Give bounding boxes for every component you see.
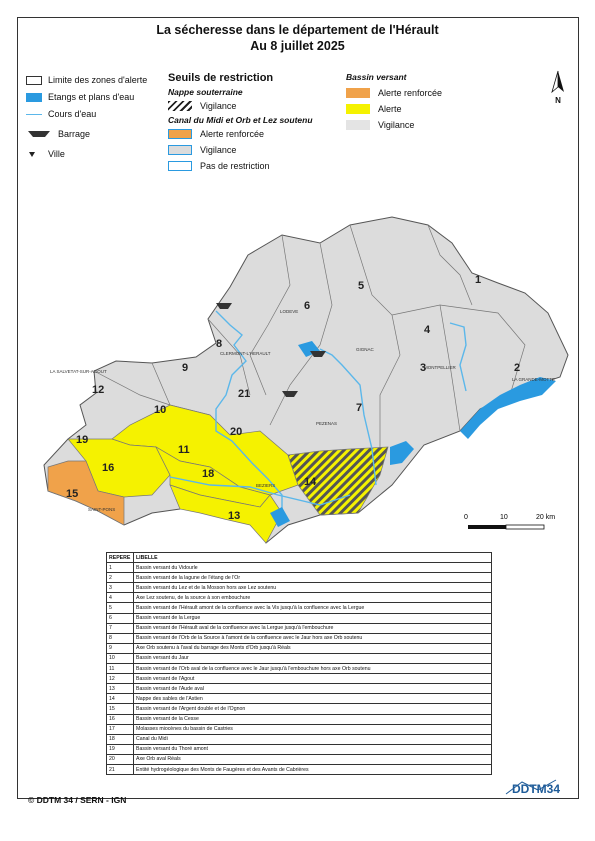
table-cell-repere: 16 — [107, 714, 134, 724]
zone-label-10: 10 — [154, 404, 167, 416]
city-pezenas: PEZENAS — [316, 421, 338, 426]
table-cell-repere: 14 — [107, 694, 134, 704]
table-row — [107, 684, 492, 694]
table-row — [107, 653, 492, 663]
table-row — [107, 764, 492, 774]
table-cell-repere: 8 — [107, 633, 134, 643]
zone-label-7: 7 — [356, 402, 363, 414]
legend-canal-vigilance-label: Vigilance — [200, 144, 237, 155]
table-cell-libelle: Axe Orb aval Réals — [134, 754, 492, 764]
table-cell-libelle: Bassin versant de l'Hérault aval de la confluence avec la Lergue jusqu'à l'embouchure — [134, 623, 492, 633]
table-cell-repere: 17 — [107, 724, 134, 734]
city-grande-motte: LA GRANDE-MOTTE — [512, 377, 556, 382]
table-row — [107, 734, 492, 744]
legend-canal-renforcee — [168, 127, 313, 140]
table-header-row — [107, 553, 492, 563]
legend-bassin-renforcee — [346, 86, 442, 99]
table-cell-libelle: Axe Orb soutenu à l'aval du barrage des Monts d'Orb jusqu'à Réals — [134, 643, 492, 653]
legend-bassin-alerte-label: Alerte — [378, 103, 402, 114]
credit: © DDTM 34 / SERN - IGN — [28, 795, 127, 805]
canal-renforcee-swatch — [168, 129, 192, 139]
table-row — [107, 583, 492, 593]
legend-etangs-label: Etangs et plans d'eau — [48, 92, 135, 102]
zone-label-13: 13 — [228, 510, 241, 522]
legend-middle — [168, 72, 313, 175]
city-clermont: CLERMONT-L'HERAULT — [220, 351, 271, 356]
canal-pas-swatch — [168, 161, 192, 171]
title-line-1: La sécheresse dans le département de l'Hérault — [156, 23, 439, 37]
table-cell-repere: 12 — [107, 674, 134, 684]
bassin-alerte-swatch — [346, 104, 370, 114]
table-cell-repere: 13 — [107, 684, 134, 694]
zone-label-11: 11 — [178, 444, 190, 456]
ville-icon — [26, 149, 40, 159]
table-cell-libelle: Bassin versant de la lagune de l'étang de l'Or — [134, 573, 492, 583]
legend-bassin-renforcee-label: Alerte renforcée — [378, 87, 443, 98]
legend-nappe-vigilance-label: Vigilance — [200, 100, 237, 111]
legend-bassin-title: Bassin versant — [346, 72, 407, 82]
north-arrow — [548, 70, 568, 104]
table-header-libelle: LIBELLE — [134, 553, 492, 563]
title-line-2: Au 8 juillet 2025 — [250, 39, 345, 53]
legend-limite — [26, 73, 147, 87]
zone-label-5: 5 — [358, 280, 365, 292]
zone-label-14: 14 — [304, 476, 317, 488]
table-cell-libelle: Bassin versant de l'Orb de la Source à l'amont de la confluence avec le Jaur hors axe Orb soutenu — [134, 633, 492, 643]
logo-text: DDTM34 — [512, 782, 561, 796]
legend-bassin-vigilance-label: Vigilance — [378, 119, 415, 130]
table-cell-libelle: Canal du Midi — [134, 734, 492, 744]
scale-tick-10: 10 — [500, 514, 508, 521]
table-cell-libelle: Molasses miocènes du bassin de Castries — [134, 724, 492, 734]
legend-bassin-vigilance — [346, 118, 442, 131]
city-montpellier: MONTPELLIER — [424, 365, 456, 370]
legend-ville — [26, 147, 147, 161]
legend-canal-renforcee-label: Alerte renforcée — [200, 128, 265, 139]
zone-label-8: 8 — [216, 338, 223, 350]
table-row — [107, 563, 492, 573]
legend-barrage — [26, 127, 147, 141]
table-cell-repere: 15 — [107, 704, 134, 714]
table-row — [107, 674, 492, 684]
table-row — [107, 664, 492, 674]
canal-vigilance-swatch — [168, 145, 192, 155]
legend-mid-heading: Seuils de restriction — [168, 72, 274, 84]
table-cell-libelle: Axe Lez soutenu, de la source à son embouchure — [134, 593, 492, 603]
scale-bar — [464, 514, 555, 529]
city-beziers: BEZIERS — [256, 483, 276, 488]
bassin-renforcee-swatch — [346, 88, 370, 98]
table-cell-repere: 2 — [107, 573, 134, 583]
table-row — [107, 694, 492, 704]
table-cell-libelle: Bassin versant du Thoré amont — [134, 744, 492, 754]
table-cell-repere: 9 — [107, 643, 134, 653]
legend-nappe-title: Nappe souterraine — [168, 87, 243, 97]
legend-left — [26, 73, 147, 164]
zone-label-21: 21 — [238, 388, 251, 400]
zone-label-3: 3 — [420, 362, 427, 374]
legend-ville-label: Ville — [48, 149, 65, 159]
zone-label-12: 12 — [92, 384, 105, 396]
legend-etangs — [26, 90, 147, 104]
table-cell-repere: 4 — [107, 593, 134, 603]
legend-limite-label: Limite des zones d'alerte — [48, 75, 148, 85]
table-row — [107, 714, 492, 724]
city-gignac: GIGNAC — [356, 347, 374, 352]
zone-label-2: 2 — [514, 362, 521, 374]
zone-label-15: 15 — [66, 488, 79, 500]
table-cell-libelle: Bassin versant de l'Orb aval de la confluence avec le Jaur jusqu'à l'embouchure hors axe Orb soutenu — [134, 664, 492, 674]
table-cell-libelle: Nappe des sables de l'Astien — [134, 694, 492, 704]
table-row — [107, 704, 492, 714]
table-row — [107, 573, 492, 583]
zone-label-16: 16 — [102, 462, 115, 474]
zone-label-6: 6 — [304, 300, 311, 312]
table-cell-repere: 3 — [107, 583, 134, 593]
scale-tick-20: 20 km — [536, 514, 556, 521]
map — [20, 195, 580, 545]
table-cell-repere: 7 — [107, 623, 134, 633]
table-header-repere: REPERE — [107, 553, 134, 563]
reference-table — [106, 552, 492, 775]
city-lodeve: LODEVE — [280, 309, 299, 314]
zone-label-1: 1 — [475, 274, 482, 286]
table-row — [107, 744, 492, 754]
table-cell-libelle: Bassin versant de l'Agout — [134, 674, 492, 684]
table-cell-libelle: Entité hydrogéologique des Monts de Faugères et des Avants de Cabrières — [134, 764, 492, 774]
north-label: N — [555, 96, 561, 105]
table-cell-repere: 10 — [107, 653, 134, 663]
etangs-swatch — [26, 93, 42, 102]
table-row — [107, 724, 492, 734]
table-cell-libelle: Bassin versant du Lez et de la Mosson hors axe Lez soutenu — [134, 583, 492, 593]
legend-cours-label: Cours d'eau — [48, 109, 97, 119]
table-cell-libelle: Bassin versant de l'Hérault amont de la confluence avec la Vis jusqu'à la confluence avec la Lergue — [134, 603, 492, 613]
table-row — [107, 643, 492, 653]
legend-canal-pas-label: Pas de restriction — [200, 160, 270, 171]
zone-label-9: 9 — [182, 362, 189, 374]
table-row — [107, 593, 492, 603]
barrage-icon — [26, 129, 52, 139]
limite-swatch — [26, 76, 42, 85]
table-row — [107, 603, 492, 613]
legend-canal-pas — [168, 159, 313, 172]
table-cell-libelle: Bassin versant de la Cesse — [134, 714, 492, 724]
cours-swatch — [26, 114, 42, 115]
zone-label-19: 19 — [76, 434, 89, 446]
table-cell-libelle: Bassin versant du Jaur — [134, 653, 492, 663]
table-cell-repere: 19 — [107, 744, 134, 754]
north-arrow-icon — [548, 70, 568, 94]
table-cell-libelle: Bassin versant du Vidourle — [134, 563, 492, 573]
zone-label-20: 20 — [230, 426, 243, 438]
table-row — [107, 633, 492, 643]
table-cell-repere: 5 — [107, 603, 134, 613]
table-row — [107, 623, 492, 633]
table-cell-repere: 1 — [107, 563, 134, 573]
legend-barrage-label: Barrage — [58, 129, 91, 139]
table-cell-repere: 20 — [107, 754, 134, 764]
legend-bassin-alerte — [346, 102, 442, 115]
table-row — [107, 613, 492, 623]
bassin-vigilance-swatch — [346, 120, 370, 130]
map-title — [0, 22, 595, 54]
legend-canal-vigilance — [168, 143, 313, 156]
table-cell-libelle: Bassin versant de la Lergue — [134, 613, 492, 623]
table-row — [107, 754, 492, 764]
city-saint-pons: SAINT-PONS — [88, 507, 116, 512]
zone-label-18: 18 — [202, 468, 215, 480]
legend-nappe-vigilance — [168, 99, 313, 112]
table-cell-repere: 11 — [107, 664, 134, 674]
legend-canal-title: Canal du Midi et Orb et Lez soutenu — [168, 115, 313, 125]
hatch-swatch — [168, 101, 192, 111]
table-cell-repere: 21 — [107, 764, 134, 774]
table-cell-libelle: Bassin versant de l'Aude aval — [134, 684, 492, 694]
legend-cours — [26, 107, 147, 121]
ddtm-logo — [502, 778, 572, 800]
table-cell-libelle: Bassin versant de l'Argent double et de l'Ognon — [134, 704, 492, 714]
table-cell-repere: 6 — [107, 613, 134, 623]
scale-tick-0: 0 — [464, 514, 468, 521]
legend-right — [346, 72, 442, 134]
table-cell-repere: 18 — [107, 734, 134, 744]
table-body — [107, 563, 492, 775]
zone-label-4: 4 — [424, 324, 431, 336]
city-salvetat: LA SALVETAT-SUR-AGOUT — [50, 369, 107, 374]
